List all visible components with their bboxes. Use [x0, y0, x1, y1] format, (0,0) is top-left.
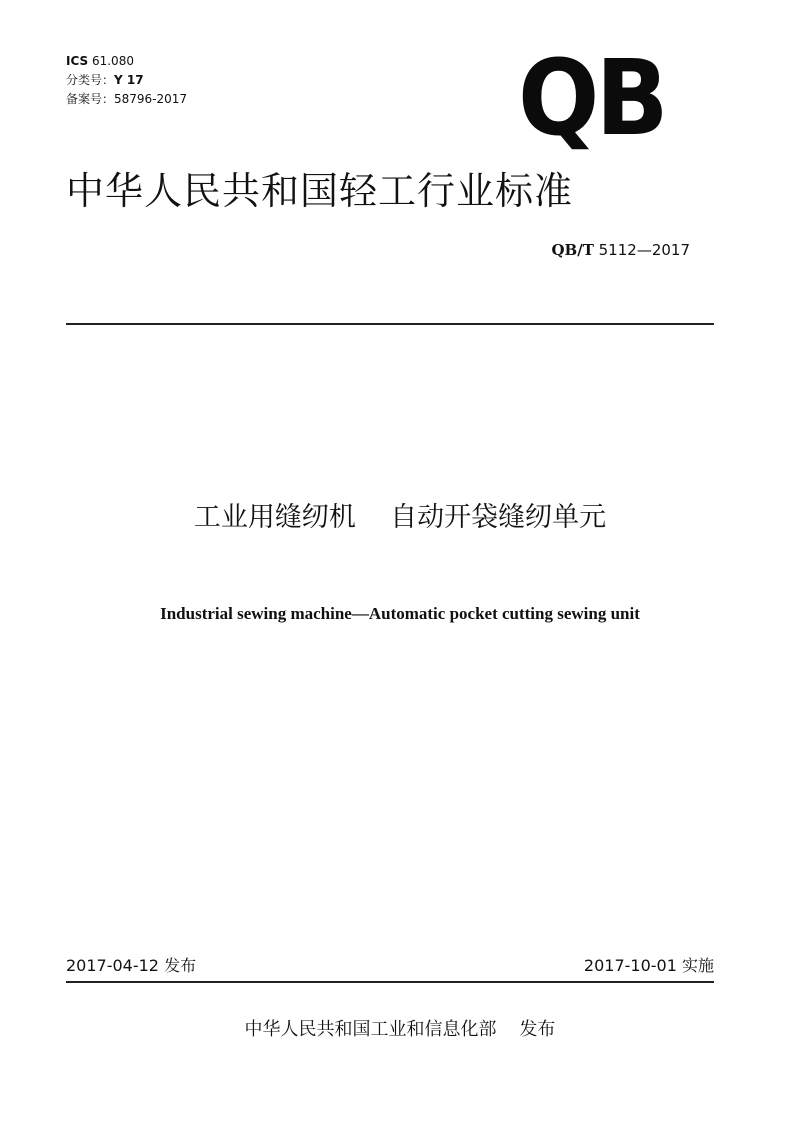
classification-row — [66, 71, 187, 90]
standard-code: QB/T — [551, 241, 594, 259]
publisher: 中华人民共和国工业和信息化部 发布 — [244, 1019, 556, 1040]
standard-number — [551, 240, 690, 260]
classification-value: Y 17 — [114, 73, 144, 87]
standard-metadata — [66, 52, 187, 109]
document-title-chinese: 工业用缝纫机 自动开袋缝纫单元 — [193, 502, 607, 533]
record-label: 备案号： — [66, 92, 115, 106]
qb-logo: QB — [518, 37, 665, 159]
header-divider — [66, 323, 714, 325]
ics-value: 61.080 — [91, 54, 134, 68]
issue-date: 2017-04-12 发布 — [66, 956, 197, 975]
record-row — [66, 90, 187, 109]
classification-label: 分类号： — [66, 73, 115, 87]
footer-divider — [66, 981, 714, 983]
implementation-date: 2017-10-01 实施 — [583, 956, 714, 975]
document-title-english: Industrial sewing machine—Automatic pocket cutting sewing unit — [160, 604, 640, 623]
ics-row — [66, 52, 187, 71]
standard-number-value: 5112—2017 — [598, 241, 690, 259]
ics-label: ICS — [66, 54, 89, 68]
page-title: 中华人民共和国轻工行业标准 — [66, 169, 574, 213]
record-value: 58796-2017 — [114, 92, 188, 106]
